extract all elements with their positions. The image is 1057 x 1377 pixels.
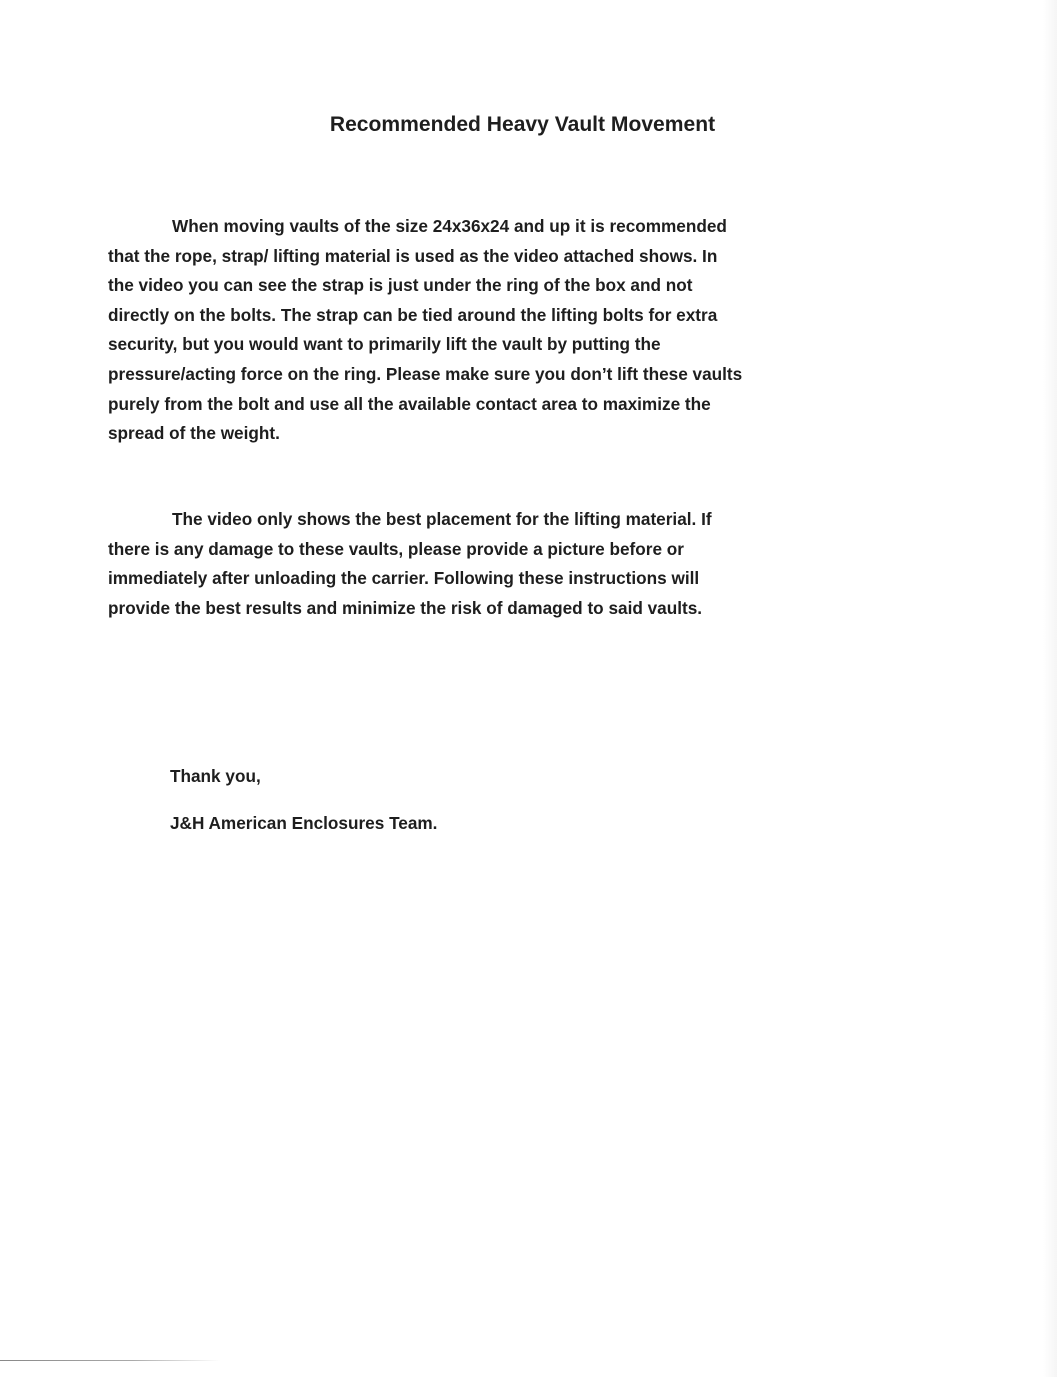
paragraph-lifting-instructions — [108, 212, 948, 449]
text-line: that the rope, strap/ lifting material is used as the video attached shows. In — [108, 245, 718, 266]
scan-artifact-line — [0, 1360, 220, 1361]
text-line: When moving vaults of the size 24x36x24 and up it is recommended — [172, 216, 727, 236]
paragraph-damage-instructions — [108, 505, 948, 623]
scan-artifact-edge — [1043, 0, 1057, 1377]
text-line: The video only shows the best placement for the lifting material. If — [172, 509, 712, 529]
document-title: Recommended Heavy Vault Movement — [329, 112, 716, 136]
text-line: spread of the weight. — [108, 423, 280, 444]
closing-line: Thank you, — [170, 766, 261, 786]
text-line: immediately after unloading the carrier. Following these instructions will — [108, 568, 700, 589]
text-line: provide the best results and minimize the risk of damaged to said vaults. — [108, 597, 703, 618]
text-line: the video you can see the strap is just under the ring of the box and not — [108, 275, 693, 296]
text-line: directly on the bolts. The strap can be tied around the lifting bolts for extra — [108, 304, 718, 325]
text-line: purely from the bolt and use all the available contact area to maximize the — [108, 393, 711, 414]
text-line: security, but you would want to primarily lift the vault by putting the — [108, 334, 661, 355]
text-line: pressure/acting force on the ring. Please make sure you don’t lift these vaults — [108, 363, 743, 384]
text-line: there is any damage to these vaults, please provide a picture before or — [108, 538, 684, 559]
signature-line: J&H American Enclosures Team. — [170, 813, 438, 833]
